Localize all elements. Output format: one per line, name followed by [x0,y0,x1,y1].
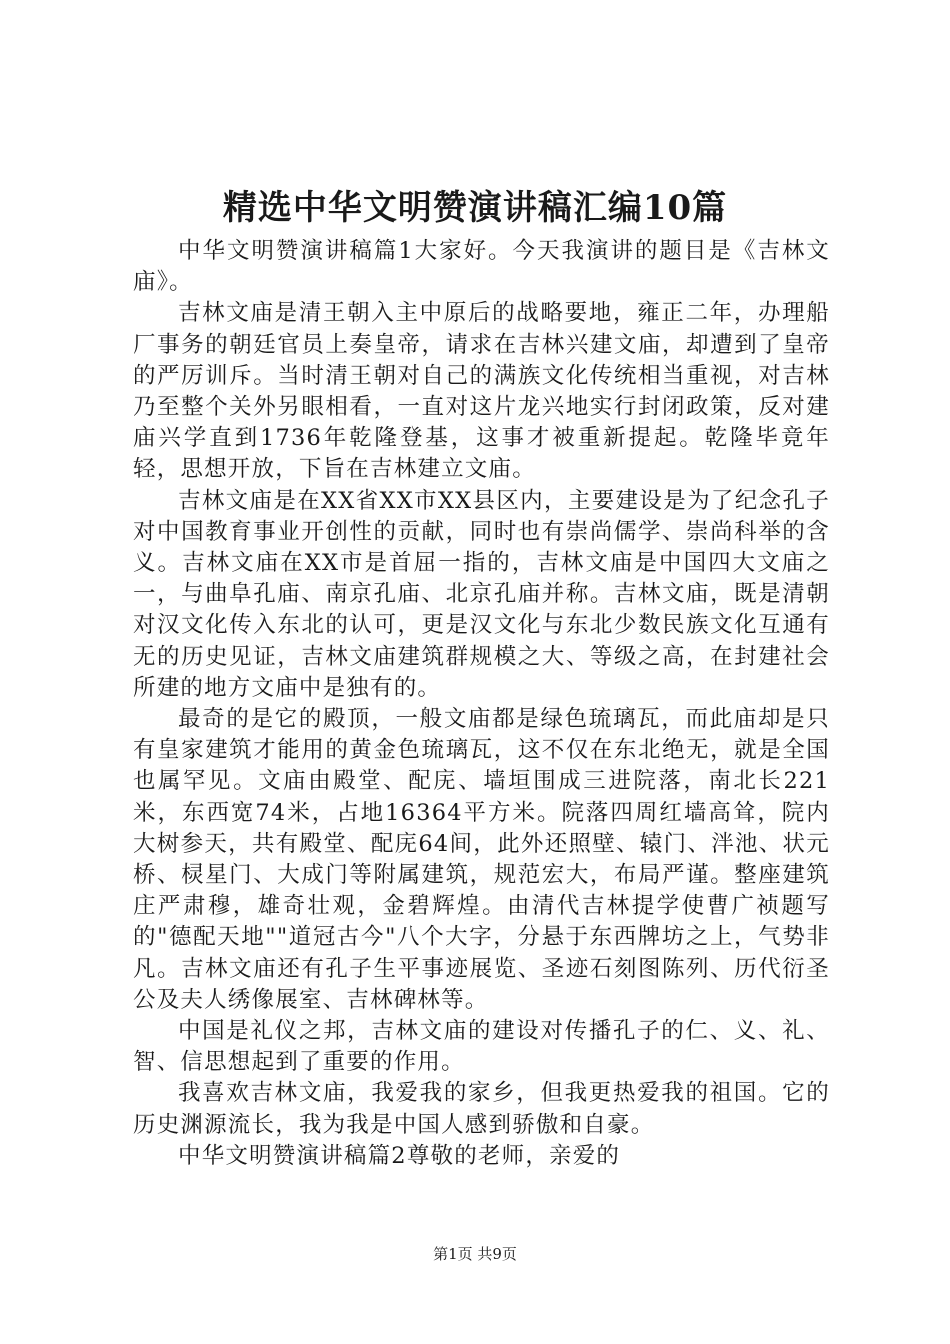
document-body [133,236,830,1172]
paragraph-5: 中国是礼仪之邦，吉林文庙的建设对传播孔子的仁、义、礼、智、信思想起到了重要的作用。 [133,1018,830,1076]
page-number-footer: 第1页 共9页 [433,1245,517,1263]
paragraph-6: 我喜欢吉林文庙，我爱我的家乡，但我更热爱我的祖国。它的历史渊源流长，我为我是中国人感到骄傲和自豪。 [133,1080,830,1138]
paragraph-7: 中华文明赞演讲稿篇2尊敬的老师，亲爱的 [178,1142,621,1169]
document-title: 精选中华文明赞演讲稿汇编10篇 [222,188,728,228]
paragraph-2: 吉林文庙是清王朝入主中原后的战略要地，雍正二年，办理船厂事务的朝廷官员上奏皇帝，请求在吉林兴建文庙，却遭到了皇帝的严厉训斥。当时清王朝对自己的满族文化传统相当重视，对吉林乃至整个关外另眼相看，一直对这片龙兴地实行封闭政策，反对建庙兴学直到1736年乾隆登基，这事才被重新提起。乾隆毕竟年轻，思想开放，下旨在吉林建立文庙。 [133,300,830,483]
paragraph-4: 最奇的是它的殿顶，一般文庙都是绿色琉璃瓦，而此庙却是只有皇家建筑才能用的黄金色琉璃瓦，这不仅在东北绝无，就是全国也属罕见。文庙由殿堂、配庑、墙垣围成三进院落，南北长221米，东西宽74米，占地16364平方米。院落四周红墙高耸，院内大树参天，共有殿堂、配庑64间，此外还照壁、辕门、泮池、状元桥、棂星门、大成门等附属建筑，规范宏大，布局严谨。整座建筑庄严肃穆，雄奇壮观，金碧辉煌。由清代吉林提学使曹广祯题写的"德配天地""道冠古今"八个大字，分悬于东西牌坊之上，气势非凡。吉林文庙还有孔子生平事迹展览、圣迹石刻图陈列、历代衍圣公及夫人绣像展室、吉林碑林等。 [133,706,830,1013]
paragraph-3: 吉林文庙是在XX省XX市XX县区内，主要建设是为了纪念孔子对中国教育事业开创性的贡献，同时也有崇尚儒学、崇尚科举的含义。吉林文庙在XX市是首屈一指的，吉林文庙是中国四大文庙之一，与曲阜孔庙、南京孔庙、北京孔庙并称。吉林文庙，既是清朝对汉文化传入东北的认可，更是汉文化与东北少数民族文化互通有无的历史见证，吉林文庙建筑群规模之大、等级之高，在封建社会所建的地方文庙中是独有的。 [133,487,830,701]
paragraph-1: 中华文明赞演讲稿篇1大家好。今天我演讲的题目是《吉林文庙》。 [133,238,830,296]
